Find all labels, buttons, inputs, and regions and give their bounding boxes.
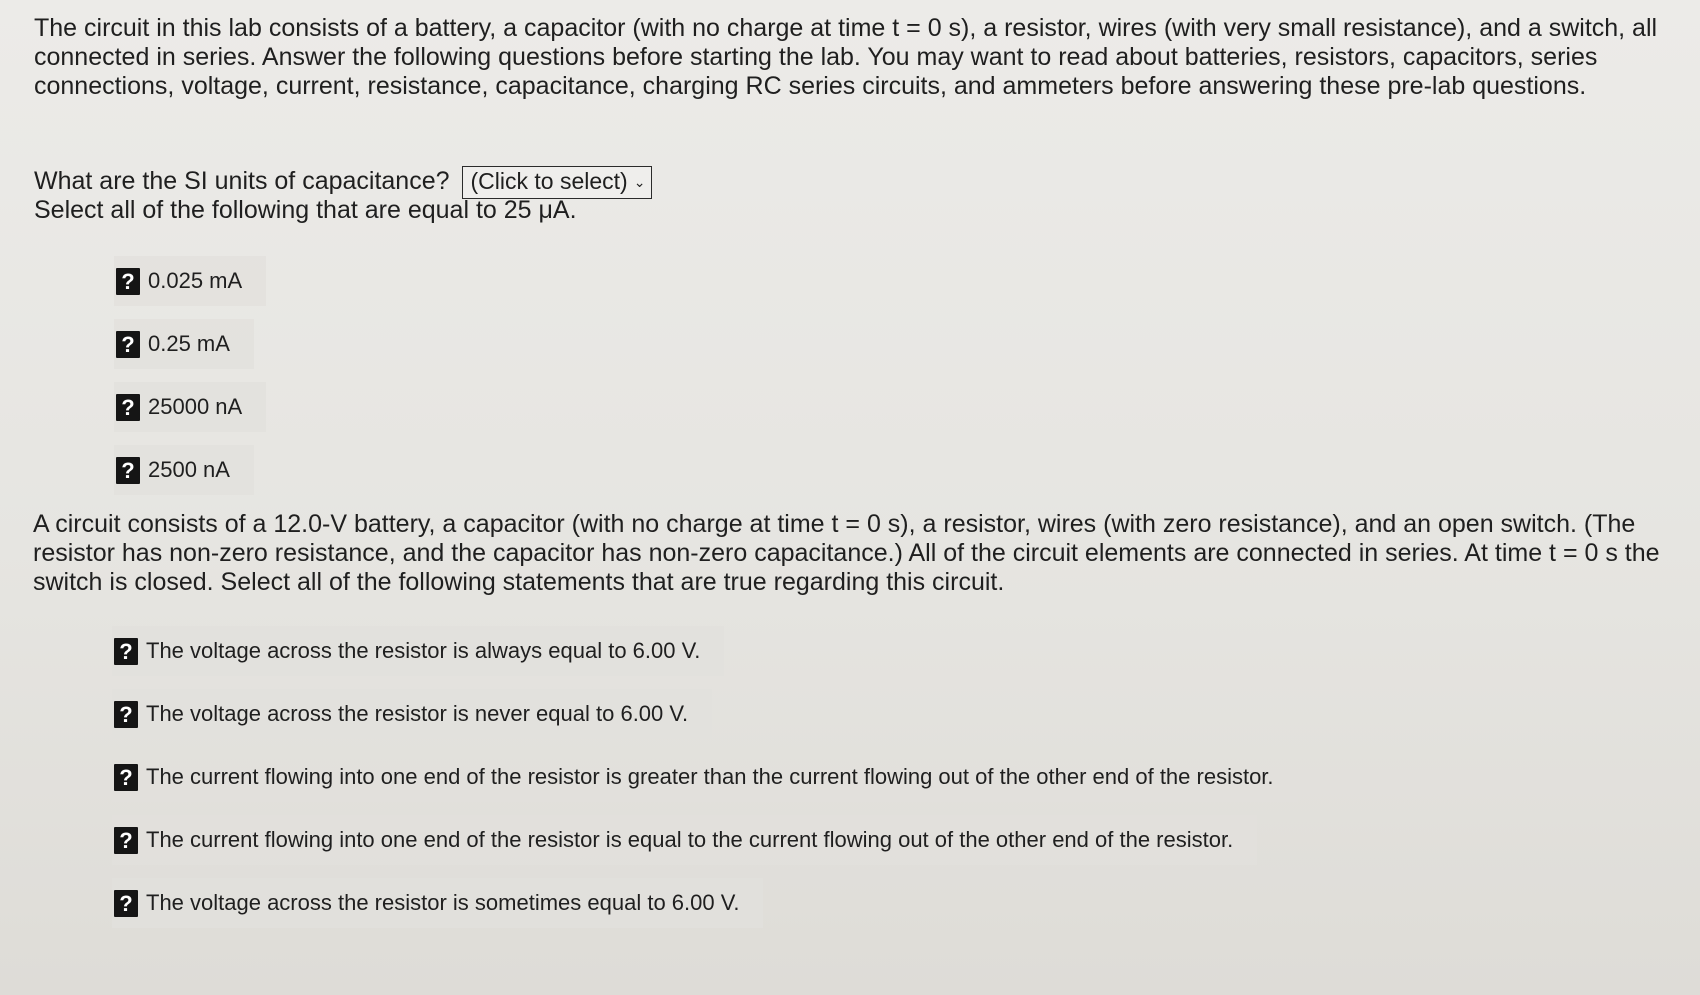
option-label: 25000 nA	[148, 394, 243, 419]
option-25000-nA[interactable]	[114, 382, 266, 432]
rc-circuit-question-label: A circuit consists of a 12.0-V battery, a capacitor (with no charge at time t = 0 s), a resistor, wires (with zero resistance), and an open switch. (The resistor has non-zero resistance, and the capacitor has non-zero capacitance.) All of the circuit elements are connected in series. At time t = 0 s the switch is closed. Select all of the following statements that are true regarding this circuit.	[33, 510, 1660, 596]
statement-label: The voltage across the resistor is never equal to 6.00 V.	[146, 701, 689, 726]
unanswered-marker-icon: ?	[116, 394, 140, 421]
statement-label: The voltage across the resistor is always equal to 6.00 V.	[146, 638, 701, 663]
unanswered-marker-icon: ?	[114, 827, 138, 854]
unanswered-marker-icon: ?	[116, 268, 140, 295]
question-content	[33, 14, 1674, 916]
option-2500-nA[interactable]	[114, 445, 254, 495]
option-label: 2500 nA	[148, 457, 230, 482]
unanswered-marker-icon: ?	[114, 890, 138, 917]
intro-paragraph: The circuit in this lab consists of a battery, a capacitor (with no charge at time t = 0 s), a resistor, wires (with very small resistance), and a switch, all connected in series. Answer the following questions before starting the lab. You may want to read about batteries, resistors, capacitors, series connections, voltage, current, resistance, capacitance, charging RC series circuits, and ammeters before answering these pre-lab questions.	[34, 14, 1658, 100]
statement-label: The current flowing into one end of the resistor is greater than the current flowing out of the other end of the resistor.	[146, 764, 1274, 789]
statement-never-6V[interactable]	[112, 689, 712, 739]
chevron-down-icon: ⌄	[633, 174, 646, 190]
option-0.25-mA[interactable]	[114, 319, 254, 369]
statement-always-6V[interactable]	[112, 626, 724, 676]
statement-sometimes-6V[interactable]	[112, 878, 763, 928]
statement-current-equal[interactable]	[112, 815, 1257, 865]
unanswered-marker-icon: ?	[114, 764, 138, 791]
si-units-question-label: What are the SI units of capacitance?	[34, 167, 450, 196]
si-units-question	[34, 166, 652, 199]
option-label: 0.025 mA	[148, 268, 243, 293]
dropdown-value: (Click to select)	[470, 168, 628, 194]
unanswered-marker-icon: ?	[114, 701, 138, 728]
statement-current-greater[interactable]	[112, 752, 1298, 802]
microamp-question-label: Select all of the following that are equal to 25 μA.	[34, 196, 577, 224]
unanswered-marker-icon: ?	[116, 457, 140, 484]
statement-label: The current flowing into one end of the resistor is equal to the current flowing out of the other end of the resistor.	[146, 827, 1234, 852]
option-0.025-mA[interactable]	[114, 256, 266, 306]
unanswered-marker-icon: ?	[116, 331, 140, 358]
statement-label: The voltage across the resistor is sometimes equal to 6.00 V.	[146, 890, 740, 915]
option-label: 0.25 mA	[148, 331, 230, 356]
unanswered-marker-icon: ?	[114, 638, 138, 665]
si-units-dropdown[interactable]	[462, 166, 653, 199]
